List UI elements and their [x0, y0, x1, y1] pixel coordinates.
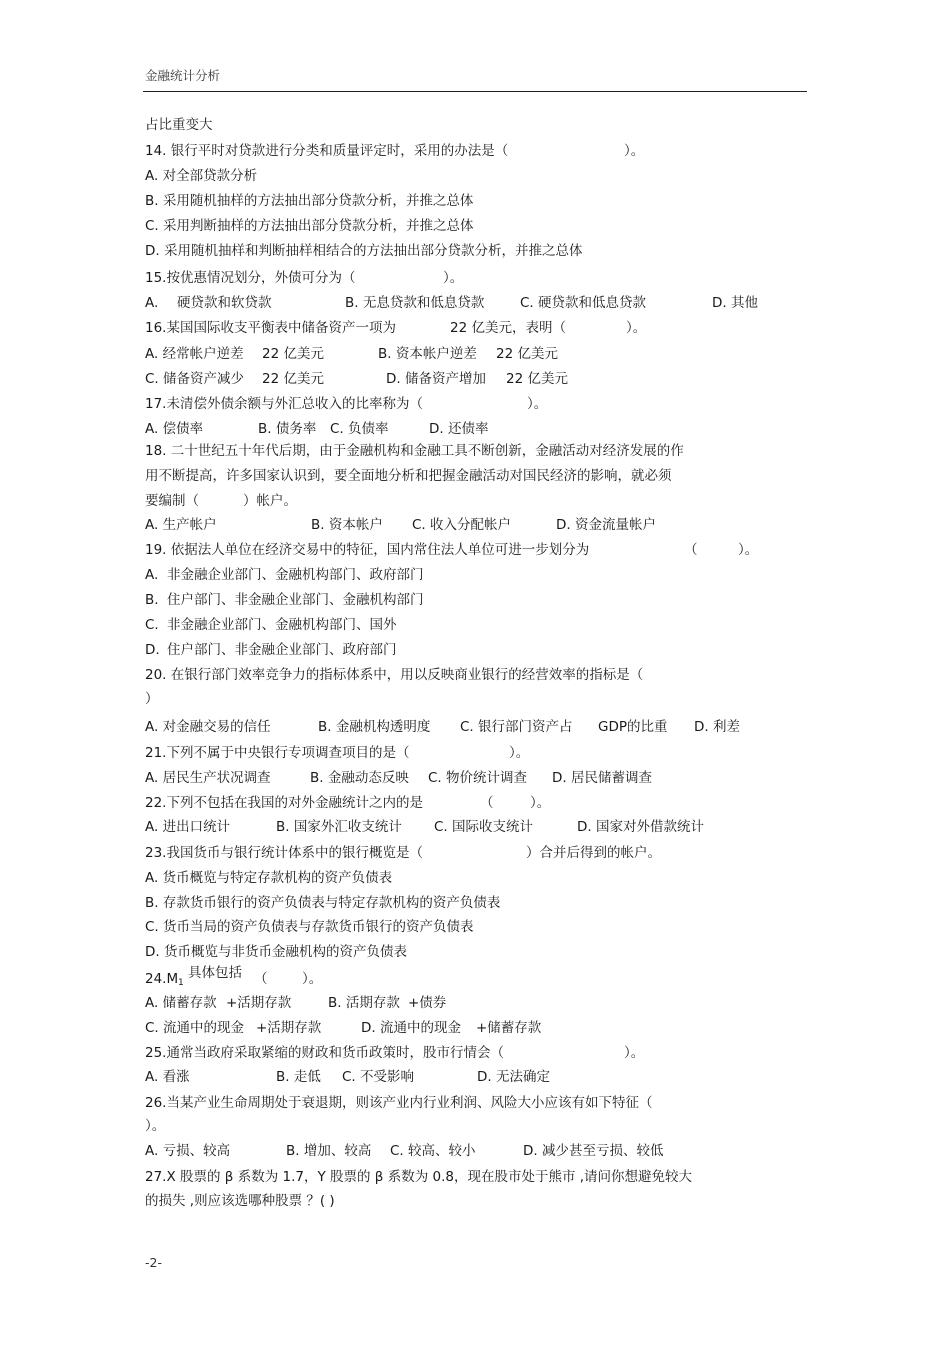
- text-line: B. 资本帐户逆差: [378, 346, 477, 362]
- text-line: B. 活期存款: [328, 995, 400, 1011]
- text-line: ）。: [624, 1045, 645, 1061]
- subscript-text: 1: [178, 978, 184, 988]
- text-line: A. 亏损、较高: [145, 1143, 231, 1159]
- text-line: +储蓄存款: [476, 1020, 542, 1036]
- text-line: A.: [145, 295, 159, 311]
- text-line: 27.X 股票的 β 系数为 1.7，Y 股票的 β 系数为 0.8，现在股市处于熊市 ,请问你想避免较大: [145, 1169, 693, 1185]
- text-line: +债券: [408, 995, 447, 1011]
- text-line: 22 亿美元，表明（: [450, 320, 566, 336]
- text-line: C. 收入分配帐户: [412, 517, 512, 533]
- text-line: +活期存款: [256, 1020, 322, 1036]
- text-line: 的损失 ,则应该选哪种股票 ？( ): [145, 1193, 335, 1209]
- text-line: D. 无法确定: [477, 1069, 550, 1085]
- text-line: A. 看涨: [145, 1069, 190, 1085]
- text-line: C. 不受影响: [342, 1069, 415, 1085]
- text-line: 21.下列不属于中央银行专项调查项目的是（: [145, 745, 410, 761]
- text-line: B. 金融动态反映: [310, 770, 409, 786]
- text-line: D. 资金流量帐户: [556, 517, 656, 533]
- text-line: 14. 银行平时对贷款进行分类和质量评定时，采用的办法是（: [145, 143, 509, 159]
- text-line: ）。: [527, 396, 548, 412]
- text-line: +活期存款: [226, 995, 292, 1011]
- text-line: B. 采用随机抽样的方法抽出部分贷款分析，并推之总体: [145, 193, 474, 209]
- text-line: D. 采用随机抽样和判断抽样相结合的方法抽出部分贷款分析，并推之总体: [145, 243, 583, 259]
- text-line: B. 国家外汇收支统计: [276, 819, 402, 835]
- text-line: 硬贷款和软贷款: [177, 295, 272, 311]
- text-line: C. 货币当局的资产负债表与存款货币银行的资产负债表: [145, 919, 474, 935]
- text-line: B. 债务率: [258, 421, 317, 437]
- text-line: 26.当某产业生命周期处于衰退期，则该产业内行业利润、风险大小应该有如下特征（: [145, 1095, 653, 1111]
- text-line: ）。: [509, 745, 530, 761]
- text-line: C. 储备资产减少: [145, 371, 245, 387]
- text-line: B. 增加、较高: [286, 1143, 372, 1159]
- text-line: ）。: [530, 795, 551, 811]
- text-line: D. 利差: [694, 719, 740, 735]
- text-line: （: [254, 971, 268, 987]
- text-line: B.: [145, 592, 159, 608]
- text-line: ）帐户。: [243, 493, 297, 509]
- text-line: 非金融企业部门、金融机构部门、国外: [167, 617, 397, 633]
- text-line: A. 进出口统计: [145, 819, 231, 835]
- text-line: A. 对金融交易的信任: [145, 719, 271, 735]
- text-line: B. 无息贷款和低息贷款: [345, 295, 485, 311]
- text-line: 22.下列不包括在我国的对外金融统计之内的是: [145, 795, 423, 811]
- text-line: C. 物价统计调查: [428, 770, 528, 786]
- text-line: A. 货币概览与特定存款机构的资产负债表: [145, 870, 393, 886]
- text-line: D. 减少甚至亏损、较低: [523, 1143, 664, 1159]
- text-line: C. 银行部门资产占: [460, 719, 573, 735]
- text-line: A. 居民生产状况调查: [145, 770, 271, 786]
- text-line: 24.M: [145, 971, 179, 987]
- text-line: C. 较高、较小: [390, 1143, 476, 1159]
- text-line: C.: [145, 617, 159, 633]
- text-line: 住户部门、非金融企业部门、政府部门: [167, 642, 397, 658]
- text-line: ）: [145, 691, 159, 707]
- text-line: B. 金融机构透明度: [318, 719, 431, 735]
- text-line: ）。: [443, 270, 464, 286]
- text-line: A.: [145, 567, 159, 583]
- text-line: C. 负债率: [330, 421, 389, 437]
- text-line: 非金融企业部门、金融机构部门、政府部门: [167, 567, 424, 583]
- text-line: ）。: [738, 542, 759, 558]
- text-line: A. 生产帐户: [145, 517, 217, 533]
- text-line: D. 居民储蓄调查: [552, 770, 652, 786]
- text-line: 16.某国国际收支平衡表中储备资产一项为: [145, 320, 396, 336]
- running-header: 金融统计分析: [145, 68, 221, 83]
- text-line: D. 货币概览与非货币金融机构的资产负债表: [145, 944, 407, 960]
- text-line: 22 亿美元: [262, 346, 324, 362]
- text-line: 25.通常当政府采取紧缩的财政和货币政策时，股市行情会（: [145, 1045, 504, 1061]
- text-line: D. 还债率: [429, 421, 489, 437]
- text-line: 22 亿美元: [506, 371, 568, 387]
- text-line: 22 亿美元: [496, 346, 558, 362]
- text-line: 用不断提高，许多国家认识到，要全面地分析和把握金融活动对国民经济的影响，就必须: [145, 468, 672, 484]
- text-line: B. 存款货币银行的资产负债表与特定存款机构的资产负债表: [145, 895, 501, 911]
- text-line: （: [480, 795, 494, 811]
- text-line: D. 流通中的现金: [361, 1020, 461, 1036]
- text-line: A. 储蓄存款: [145, 995, 217, 1011]
- text-line: D.: [145, 642, 160, 658]
- text-line: 22 亿美元: [262, 371, 324, 387]
- text-line: ）。: [302, 971, 323, 987]
- text-line: 20. 在银行部门效率竞争力的指标体系中，用以反映商业银行的经营效率的指标是（: [145, 667, 644, 683]
- header-rule: [143, 91, 807, 92]
- text-line: 23.我国货币与银行统计体系中的银行概览是（: [145, 845, 423, 861]
- text-line: 占比重变大: [145, 117, 213, 133]
- text-line: D. 储备资产增加: [386, 371, 486, 387]
- text-line: 15.按优惠情况划分，外债可分为（: [145, 270, 356, 286]
- text-line: B. 资本帐户: [311, 517, 383, 533]
- text-line: B. 走低: [276, 1069, 321, 1085]
- text-line: 19. 依据法人单位在经济交易中的特征，国内常住法人单位可进一步划分为: [145, 542, 590, 558]
- text-line: ）合并后得到的帐户。: [526, 845, 661, 861]
- text-line: C. 流通中的现金: [145, 1020, 245, 1036]
- page-number: -2-: [145, 1255, 162, 1270]
- text-line: A. 经常帐户逆差: [145, 346, 244, 362]
- text-line: ）。: [624, 143, 645, 159]
- text-line: A. 偿债率: [145, 421, 204, 437]
- text-line: ）。: [145, 1118, 166, 1134]
- text-line: ）。: [626, 320, 647, 336]
- text-line: 18. 二十世纪五十年代后期，由于金融机构和金融工具不断创新，金融活动对经济发展的作: [145, 443, 684, 459]
- text-line: C. 硬贷款和低息贷款: [520, 295, 647, 311]
- text-line: D. 其他: [712, 295, 758, 311]
- text-line: C. 国际收支统计: [434, 819, 534, 835]
- text-line: D. 国家对外借款统计: [577, 819, 704, 835]
- text-line: A. 对全部贷款分析: [145, 168, 258, 184]
- text-line: 具体包括: [188, 965, 242, 981]
- text-line: GDP的比重: [598, 719, 668, 735]
- text-line: 住户部门、非金融企业部门、金融机构部门: [167, 592, 424, 608]
- text-line: （: [684, 542, 698, 558]
- text-line: C. 采用判断抽样的方法抽出部分贷款分析，并推之总体: [145, 218, 474, 234]
- text-line: 17.未清偿外债余额与外汇总收入的比率称为（: [145, 396, 423, 412]
- text-line: 要编制（: [145, 493, 199, 509]
